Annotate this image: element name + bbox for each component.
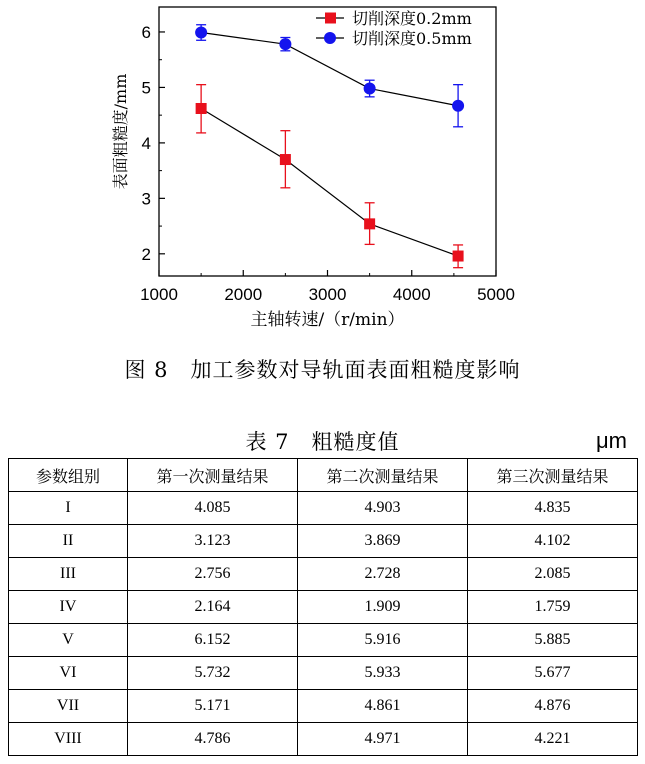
data-point	[452, 100, 464, 112]
measurement-cell: 4.102	[468, 525, 638, 558]
measurement-cell: 3.123	[128, 525, 298, 558]
measurement-cell: 2.085	[468, 558, 638, 591]
x-tick-label: 1000	[140, 285, 178, 304]
legend-marker	[324, 32, 336, 44]
measurement-cell: 5.677	[468, 657, 638, 690]
table-row	[9, 657, 638, 690]
measurement-cell: 4.085	[128, 492, 298, 525]
measurement-cell: 5.171	[128, 690, 298, 723]
table-unit: μm	[595, 428, 627, 453]
row-group-label: VI	[9, 657, 128, 690]
x-tick-label: 4000	[392, 285, 431, 304]
legend-label: 切削深度0.2mm	[352, 9, 472, 28]
legend-marker	[325, 13, 336, 24]
series-line	[201, 108, 458, 256]
data-point	[364, 218, 375, 229]
measurement-cell: 2.756	[128, 558, 298, 591]
measurement-cell: 4.861	[298, 690, 468, 723]
row-group-label: VIII	[9, 723, 128, 756]
row-group-label: V	[9, 624, 128, 657]
measurement-cell: 5.885	[468, 624, 638, 657]
measurement-cell: 2.164	[128, 591, 298, 624]
row-group-label: VII	[9, 690, 128, 723]
measurement-cell: 4.876	[468, 690, 638, 723]
measurement-cell: 2.728	[298, 558, 468, 591]
measurement-cell: 6.152	[128, 624, 298, 657]
y-tick-label: 6	[141, 22, 151, 42]
row-group-label: IV	[9, 591, 128, 624]
row-group-label: II	[9, 525, 128, 558]
table-row	[9, 591, 638, 624]
table-row	[9, 624, 638, 657]
x-tick-label: 2000	[224, 285, 263, 304]
data-point	[196, 103, 207, 114]
y-tick-label: 2	[141, 244, 151, 264]
x-tick-label: 5000	[477, 285, 515, 304]
roughness-chart	[0, 0, 645, 345]
x-tick-label: 3000	[308, 285, 347, 304]
row-group-label: III	[9, 558, 128, 591]
header-second: 第二次测量结果	[298, 459, 468, 492]
data-point	[195, 27, 207, 39]
measurement-cell: 4.221	[468, 723, 638, 756]
data-point	[280, 154, 291, 165]
measurement-cell: 5.732	[128, 657, 298, 690]
table-row	[9, 558, 638, 591]
measurement-cell: 5.933	[298, 657, 468, 690]
row-group-label: I	[9, 492, 128, 525]
table-row	[9, 525, 638, 558]
measurement-cell: 4.835	[468, 492, 638, 525]
table-header-row	[9, 459, 638, 492]
measurement-cell: 1.759	[468, 591, 638, 624]
data-point	[364, 83, 376, 95]
y-axis-label: 表面粗糙度/mm	[111, 73, 130, 190]
table-row	[9, 723, 638, 756]
figure-caption: 图 8 加工参数对导轨面表面粗糙度影响	[124, 358, 521, 382]
measurement-cell: 1.909	[298, 591, 468, 624]
y-tick-label: 3	[141, 189, 151, 209]
roughness-table	[8, 458, 638, 756]
measurement-cell: 4.786	[128, 723, 298, 756]
y-tick-label: 5	[141, 78, 151, 98]
header-first: 第一次测量结果	[128, 459, 298, 492]
measurement-cell: 4.903	[298, 492, 468, 525]
data-point	[279, 38, 291, 50]
measurement-cell: 4.971	[298, 723, 468, 756]
measurement-cell: 5.916	[298, 624, 468, 657]
table-row	[9, 492, 638, 525]
header-third: 第三次测量结果	[468, 459, 638, 492]
data-point	[453, 251, 464, 262]
table-row	[9, 690, 638, 723]
table-title: 表 7 粗糙度值	[245, 430, 400, 454]
x-axis-label: 主轴转速/（r/min）	[250, 310, 405, 330]
measurement-cell: 3.869	[298, 525, 468, 558]
legend-label: 切削深度0.5mm	[352, 29, 472, 48]
header-group: 参数组别	[9, 459, 128, 492]
y-tick-label: 4	[141, 133, 151, 153]
